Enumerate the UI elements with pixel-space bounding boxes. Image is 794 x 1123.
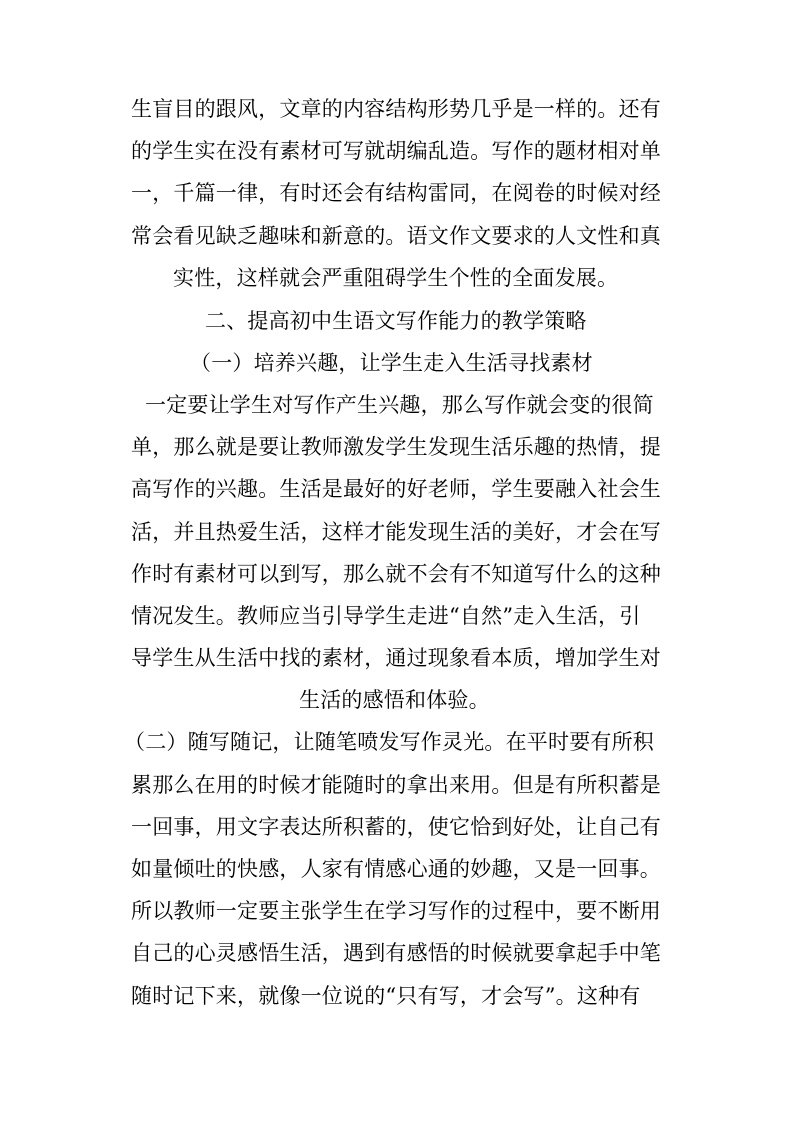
text-line: 生活的感悟和体验。 <box>299 688 490 712</box>
text-line: 活，并且热爱生活，这样才能发现生活的美好，才会在写 <box>131 520 661 544</box>
subsection-heading: （一）培养兴趣，让学生走入生活寻找素材 <box>190 351 593 375</box>
text-line: 高写作的兴趣。生活是最好的好老师，学生要融入社会生 <box>131 477 661 501</box>
text-line: 一回事，用文字表达所积蓄的，使它恰到好处，让自己有 <box>131 815 661 839</box>
text-line: 常会看见缺乏趣味和新意的。语文作文要求的人文性和真 <box>131 224 661 248</box>
text-line: 情况发生。教师应当引导学生走进“自然”走入生活，引 <box>131 604 641 628</box>
text-line: 实性，这样就会严重阻碍学生个性的全面发展。 <box>173 266 619 290</box>
section-heading: 二、提高初中生语文写作能力的教学策略 <box>205 309 587 333</box>
text-line: 单，那么就是要让教师激发学生发现生活乐趣的热情，提 <box>131 435 661 459</box>
subsection-heading: （二）随写随记，让随笔喷发写作灵光。在平时要有所积 <box>124 730 654 754</box>
text-line: 随时记下来，就像一位说的“只有写，才会写”。这种有 <box>131 984 641 1008</box>
text-line: 的学生实在没有素材可写就胡编乱造。写作的题材相对单 <box>131 139 661 163</box>
text-line: 导学生从生活中找的素材，通过现象看本质，增加学生对 <box>131 646 661 670</box>
text-line: 所以教师一定要主张学生在学习写作的过程中，要不断用 <box>131 899 661 923</box>
text-line: 一，千篇一律，有时还会有结构雷同，在阅卷的时候对经 <box>131 181 661 205</box>
text-line: 自己的心灵感悟生活，遇到有感悟的时候就要拿起手中笔 <box>131 941 661 965</box>
text-line: 累那么在用的时候才能随时的拿出来用。但是有所积蓄是 <box>131 773 661 797</box>
text-line: 生盲目的跟风，文章的内容结构形势几乎是一样的。还有 <box>131 97 661 121</box>
text-line: 一定要让学生对写作产生兴趣，那么写作就会变的很简 <box>145 393 654 417</box>
text-line: 作时有素材可以到写，那么就不会有不知道写什么的这种 <box>131 562 661 586</box>
text-line: 如量倾吐的快感，人家有情感心通的妙趣，又是一回事。 <box>131 857 661 881</box>
